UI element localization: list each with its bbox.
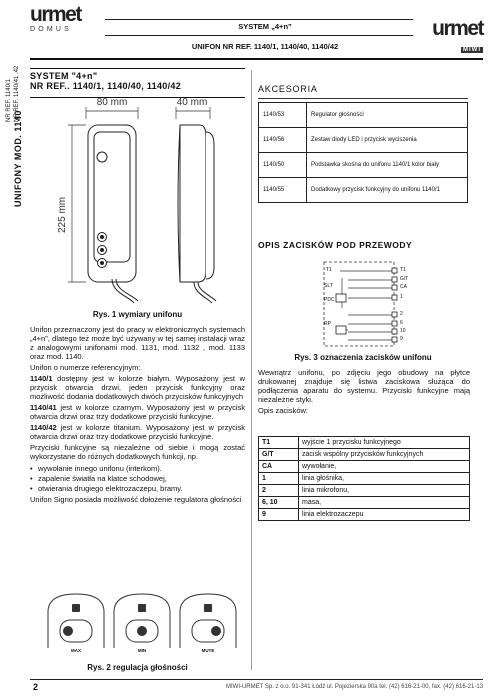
fig3-caption: Rys. 3 oznaczenia zacisków unifonu (294, 353, 432, 362)
dim-width-label: 80 mm (96, 97, 128, 108)
terminal-code: T1 (259, 437, 299, 449)
page-number: 2 (33, 682, 39, 692)
left-heading-box (30, 68, 245, 98)
side-ref-2: NR REF. 1140/41 .42 (14, 65, 20, 122)
logo-subtext: DOMUS (30, 26, 73, 33)
volume-paragraph: Unifon Signo posiada możliwość dołożenie regulatora głośności (30, 495, 242, 504)
terminal-desc: zacisk wspólny przycisków funkcyjnych (299, 449, 470, 461)
function-buttons-paragraph: Przyciski funkcyjne są niezależne od siebie i mogą zostać wykorzystane do różnych dodatkowych funkcji, np. (30, 443, 245, 461)
right-body (258, 368, 470, 415)
list-item: • zapalenie światła na klatce schodowej, (30, 474, 245, 484)
variant-desc: jest w kolorze titanium. Wyposażony jest w przycisk otwarcia drzwi oraz trzy dodatkowe przyciski funkcyjne. (30, 423, 245, 441)
terminal-code: 6, 10 (259, 497, 299, 509)
footer-rule (30, 679, 483, 680)
terminal-drawing (322, 258, 422, 350)
terminal-label-right: 10 (400, 328, 406, 334)
terminal-intro: Opis zacisków: (258, 406, 309, 415)
terminal-label-left: RP (324, 321, 331, 327)
terminal-desc: linia głośnika, (299, 473, 470, 485)
fig2-caption: Rys. 2 regulacja głośności (87, 663, 188, 672)
table-row (259, 485, 470, 497)
terminal-paragraph: Wewnątrz unifonu, po zdjęciu jego obudowy na płytce drukowanej znajduje się listwa zaciskowa służąca do podłączenia aparatu do systemu. Przyciski funkcyjne mają niezależne styki. (258, 368, 470, 404)
header-system: SYSTEM „4+n” (238, 22, 292, 31)
accessory-desc: Dodatkowy przycisk funkcyjny do unifonu 1140/1 (307, 178, 468, 203)
terminal-code: CA (259, 461, 299, 473)
terminal-desc: masa, (299, 497, 470, 509)
accessory-desc: Podstawka skośna do unifonu 1140/1 kolor biały (307, 153, 468, 178)
accessories-heading: AKCESORIA (258, 84, 468, 99)
heading-ref: NR REF.. 1140/1, 1140/40, 1140/42 (30, 81, 182, 91)
logo-text: urmet (30, 3, 81, 26)
terminal-label-right: G/T (400, 276, 409, 282)
table-row (259, 178, 468, 203)
terminal-label-right: CA (400, 284, 407, 290)
table-row (259, 437, 470, 449)
terminal-desc: wywołanie, (299, 461, 470, 473)
terminal-label-right: 1 (400, 294, 403, 300)
table-row (259, 103, 468, 128)
function-list (30, 464, 245, 494)
terminal-desc: wyjście 1 przycisku funkcyjnego (299, 437, 470, 449)
accessory-code: 1140/50 (259, 153, 307, 178)
list-item: • wywołanie innego unifonu (interkom). (30, 464, 245, 474)
list-item: • otwierania drugiego elektrozaczepu, bramy. (30, 484, 245, 494)
header-rule-mid (105, 35, 413, 36)
left-body (30, 325, 245, 504)
table-row (259, 509, 470, 521)
dim-depth-label: 40 mm (176, 97, 208, 108)
variant-code: 1140/41 (30, 403, 57, 412)
wiring-heading: OPIS ZACISKÓW POD PRZEWODY (258, 240, 413, 250)
table-row (259, 461, 470, 473)
terminal-label-right: 2 (400, 311, 403, 317)
volume-drawing (42, 590, 242, 648)
variant-desc: dostępny jest w kolorze białym. Wyposażony jest w przycisk otwarcia drzwi, jeden przycisk funkcyjny oraz możliwość dodania dodatkowych dwóch przycisków funkcyjnych (30, 374, 245, 401)
urmet-miwi-logo (415, 17, 483, 56)
terminal-label-right: 9 (400, 336, 403, 342)
terminal-code: 1 (259, 473, 299, 485)
table-row (259, 497, 470, 509)
terminal-code: G/T (259, 449, 299, 461)
figure-dimensions (30, 97, 245, 307)
variant-1140-1 (30, 374, 245, 401)
heading-system: SYSTEM "4+n" (30, 71, 98, 81)
accessory-code: 1140/56 (259, 128, 307, 153)
terminal-label-right: 6 (400, 320, 403, 326)
terminal-label-left: SLT (324, 283, 333, 289)
terminal-desc: linia mikrofonu, (299, 485, 470, 497)
variant-desc: jest w kolorze czarnym. Wyposażony jest w przycisk otwarcia drzwi oraz trzy dodatkowe przyciski funkcyjne. (30, 403, 245, 421)
volume-label-max: MAX (71, 648, 81, 653)
accessories-table (258, 102, 468, 203)
terminals-table (258, 436, 470, 521)
intro-paragraph: Unifon przeznaczony jest do pracy w elektronicznych systemach „4+n”, dlatego też może być używany w tej samej instalacji wraz z analogowymi unifonami mod. 1131, mod. 1132 , mod. 1133 oraz mod. 1140. (30, 325, 245, 361)
accessory-desc: Zestaw diody LED i przycisk wyciszenia (307, 128, 468, 153)
urmet-domus-logo (30, 3, 98, 33)
footer-company: MIWI-URMET Sp. z o.o. 91-341 Łódź ul. Pojezierska 90a tel. (42) 616-21-00, fax. (42) 616-21-13 (225, 684, 483, 690)
header-rule-bottom (30, 58, 483, 60)
volume-label-min: MIN (137, 648, 147, 653)
figure-terminals (322, 258, 422, 350)
terminal-code: 2 (259, 485, 299, 497)
terminal-label-right: T1 (400, 267, 406, 273)
accessory-code: 1140/53 (259, 103, 307, 128)
side-ref-1: NR REF. 1140/1 (6, 79, 12, 122)
accessory-desc: Regulator głośności (307, 103, 468, 128)
dim-height-label: 225 mm (57, 196, 68, 233)
table-row (259, 153, 468, 178)
volume-label-mute: MUTE (201, 648, 215, 653)
variant-code: 1140/1 (30, 374, 53, 383)
side-title: UNIFONY MOD. 1140 (13, 110, 23, 207)
figure-volume (42, 590, 242, 656)
table-row (259, 449, 470, 461)
variant-1140-41 (30, 403, 245, 421)
table-row (259, 473, 470, 485)
terminal-label-left: T1 (326, 267, 332, 273)
logo-text: urmet (432, 17, 483, 40)
variant-code: 1140/42 (30, 423, 57, 432)
accessories-section (258, 84, 468, 99)
wiring-section (258, 240, 468, 250)
fig1-caption: Rys. 1 wymiary unifonu (92, 310, 183, 319)
logo-subtext: MIWI (463, 47, 481, 53)
terminal-code: 9 (259, 509, 299, 521)
ref-intro: Unifon o numerze referencyjnym: (30, 363, 141, 372)
table-row (259, 128, 468, 153)
accessory-code: 1140/55 (259, 178, 307, 203)
terminal-label-left: PDC (324, 297, 335, 303)
header-product: UNIFON NR REF. 1140/1, 1140/40, 1140/42 (191, 42, 339, 51)
variant-1140-42 (30, 423, 245, 441)
column-divider (251, 70, 252, 670)
header-rule-top (105, 19, 413, 20)
terminal-desc: linia elektrozaczepu (299, 509, 470, 521)
